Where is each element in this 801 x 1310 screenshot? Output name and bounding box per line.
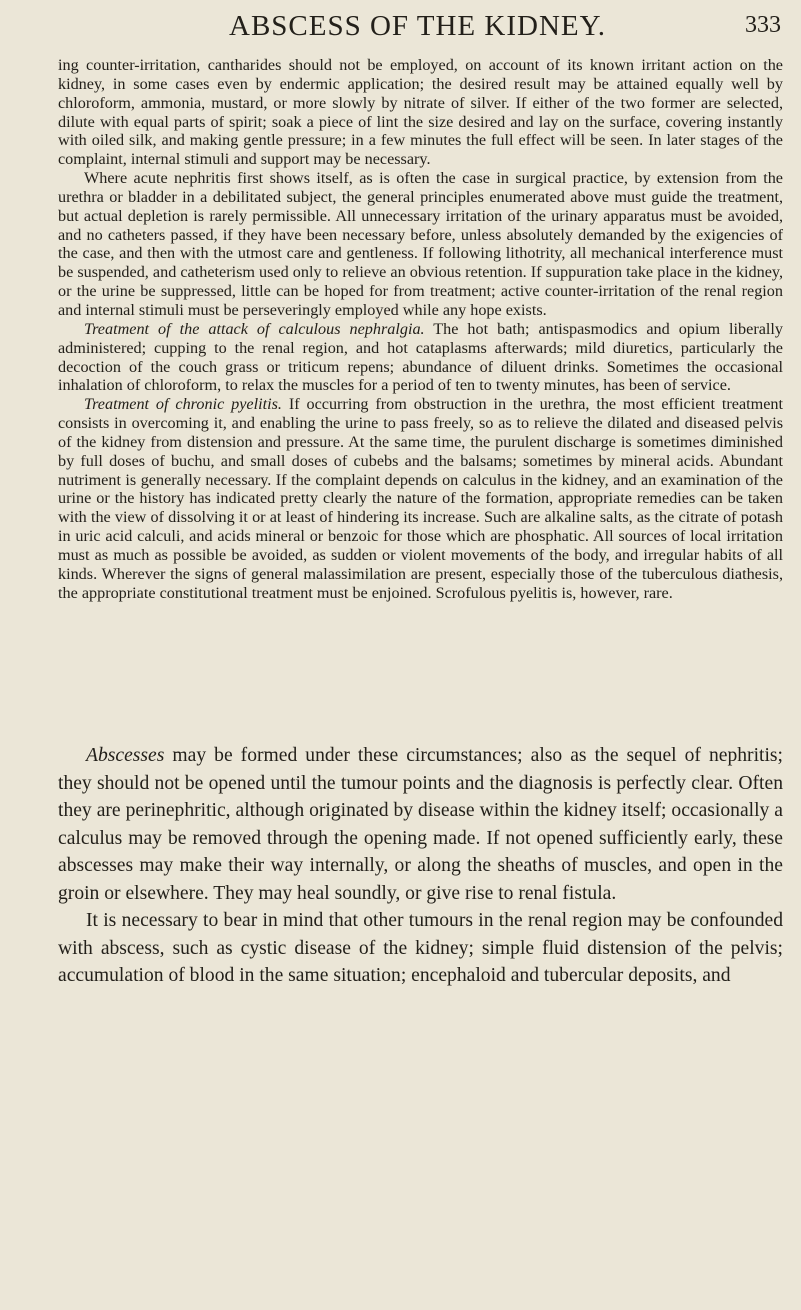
section-heading-calculous-nephralgia: Treatment of the attack of calculous nephralgia.	[84, 319, 425, 338]
paragraph-other-tumours: It is necessary to bear in mind that other tumours in the renal region may be confounded with abscess, such as cystic disease of the kidney; simple fluid distension of the pelvis; accumulation of blood in the same situation; encephaloid and tubercular deposits, and	[58, 910, 783, 986]
section-heading-chronic-pyelitis: Treatment of chronic pyelitis.	[84, 395, 282, 414]
page-number: 333	[745, 12, 781, 38]
paragraph-counter-irritation: ing counter-irritation, cantharides should not be employed, on account of its known irritant action on the kidney, in some cases even by endermic application; the desired result may be attained equally well by chloroform, ammonia, mustard, or more slowly by nitrate of silver. If either of the two former are selected, dilute with equal parts of spirit; soak a piece of lint the size desired and lay on the surface, covering instantly with oiled silk, and making gentle pressure; in a few minutes the full effect will be seen. In later stages of the complaint, internal stimuli and support may be necessary.	[58, 56, 783, 169]
paragraph-calculous-nephralgia	[58, 320, 783, 395]
paragraph-chronic-pyelitis	[58, 395, 783, 602]
paragraph-acute-nephritis: Where acute nephritis first shows itself, as is often the case in surgical practice, by extension from the urethra or bladder in a debilitated subject, the general principles enumerated above must guide the treatment, but actual depletion is rarely permissible. All unnecessary irritation of the urinary apparatus must be avoided, and no catheters passed, if they have been necessary before, unless absolutely demanded by the exigencies of the case, and then with the utmost care and gentleness. If following lithotrity, all mechanical interference must be suspended, and catheterism used only to relieve an obvious retention. If suppuration take place in the kidney, or the urine be suppressed, little can be hoped for from treatment; active counter-irritation of the renal region and internal stimuli must be perseveringly employed while any hope exists.	[58, 169, 783, 319]
small-print-section	[58, 56, 783, 602]
section-heading-abscesses: Abscesses	[86, 745, 165, 766]
page-header	[0, 10, 801, 50]
paragraph-body: may be formed under these circumstances; also as the sequel of nephritis; they should not be opened until the tumour points and the diagnosis is perfectly clear. Often they are perinephritic, although originated by disease within the kidney itself; occasionally a calculus may be removed through the opening made. If not opened sufficiently early, these abscesses may make their way internally, or along the sheaths of muscles, and open in the groin or elsewhere. They may heal soundly, or give rise to renal fistula.	[58, 745, 783, 904]
paragraph-body: If occurring from obstruction in the urethra, the most efficient treatment consists in overcoming it, and enabling the urine to pass freely, so as to relieve the dilated and diseased pelvis of the kidney from distension and pressure. At the same time, the purulent discharge is sometimes diminished by full doses of buchu, and small doses of cubebs and the balsams; sometimes by mineral acids. Abundant nutriment is generally necessary. If the complaint depends on calculus in the kidney, and an examination of the urine or the history has indicated pretty clearly the nature of the formation, appropriate remedies can be taken with the view of dissolving it or at least of hindering its increase. Such are alkaline salts, as the citrate of potash in uric acid calculi, and acids mineral or benzoic for those which are phosphatic. All sources of local irritation must as much as possible be avoided, as sudden or violent movements of the body, and irregular habits of all kinds. Wherever the signs of general malassimilation are present, especially those of the tuberculous diathesis, the appropriate constitutional treatment must be enjoined. Scrofulous pyelitis is, however, rare.	[58, 395, 783, 602]
large-print-section	[58, 742, 783, 990]
paragraph-body: The hot bath; antispasmodics and opium liberally administered; cupping to the renal region, and hot cataplasms afterwards; mild diuretics, particularly the decoction of the couch grass or triticum repens; abundance of diluent drinks. Sometimes the occasional inhalation of chloroform, to relax the muscles for a period of ten to twenty minutes, has been of service.	[58, 319, 783, 395]
paragraph-abscesses	[58, 742, 783, 907]
running-head: ABSCESS OF THE KIDNEY.	[229, 10, 607, 42]
